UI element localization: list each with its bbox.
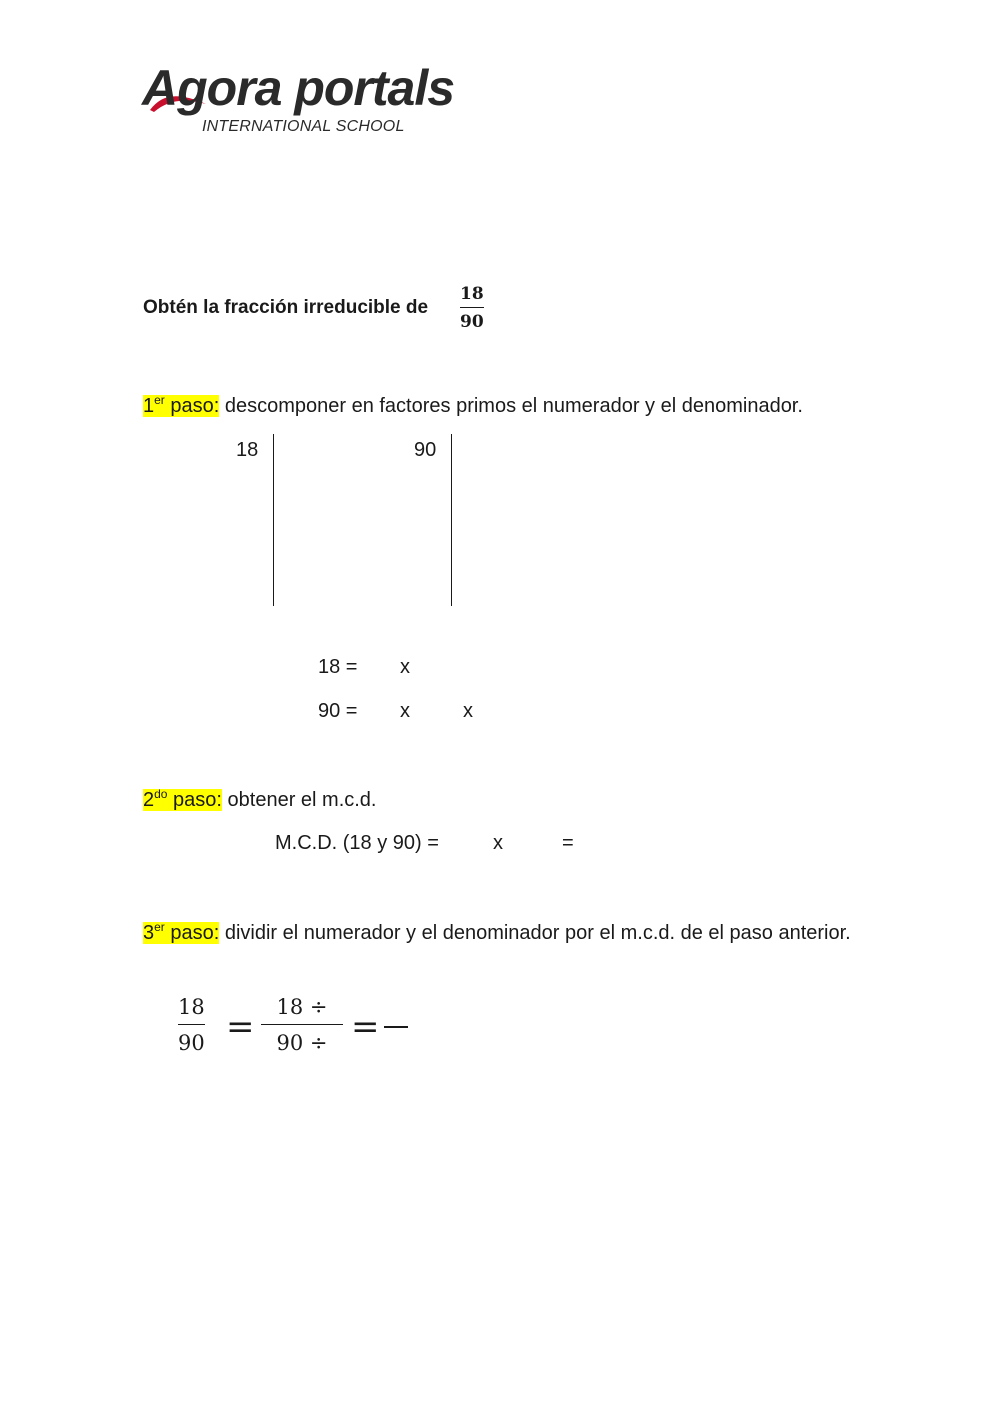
equals-sign-1: = xyxy=(226,1007,255,1047)
step1-text: descomponer en factores primos el numerador y el denominador. xyxy=(219,395,803,417)
original-denominator: 90 xyxy=(178,1031,205,1055)
factorization-90-times-2: x xyxy=(463,700,473,722)
step3-label: 3er paso: xyxy=(143,920,220,944)
title-fraction xyxy=(460,286,484,331)
step2-text: obtener el m.c.d. xyxy=(221,789,377,811)
division-denominator: 90 ÷ xyxy=(276,1031,328,1055)
factorization-90-times-1: x xyxy=(400,700,410,722)
school-logo xyxy=(142,58,472,138)
mcd-equals: = xyxy=(562,832,574,854)
factor-table-right-divider xyxy=(451,434,452,606)
step2-heading xyxy=(143,786,377,814)
step3-text: dividir el numerador y el denominador por el m.c.d. de el paso anterior. xyxy=(219,922,851,944)
step1-heading xyxy=(143,392,803,420)
title-numerator: 18 xyxy=(460,284,484,304)
original-fraction xyxy=(178,997,205,1054)
title-denominator: 90 xyxy=(460,312,484,332)
logo-name: Agora portals xyxy=(142,60,455,116)
factorization-90-label: 90 = xyxy=(318,700,358,722)
factor-table-left-divider xyxy=(273,434,274,606)
mcd-times: x xyxy=(493,832,503,854)
factor-table-left-value: 18 xyxy=(236,439,259,461)
factor-table-right-value: 90 xyxy=(414,439,437,461)
division-numerator: 18 ÷ xyxy=(276,995,328,1019)
original-numerator: 18 xyxy=(178,995,205,1019)
step2-label: $2^{do}$ paso: xyxy=(143,787,222,811)
factorization-18-times: x xyxy=(400,656,410,678)
factorization-18-label: 18 = xyxy=(318,656,358,678)
equals-sign-2: = xyxy=(351,1007,380,1047)
exercise-title: Obtén la fracción irreducible de xyxy=(143,297,429,318)
division-fraction xyxy=(261,997,343,1054)
logo-subtitle: INTERNATIONAL SCHOOL xyxy=(202,118,405,135)
step3-heading xyxy=(143,918,856,949)
result-fraction-bar xyxy=(384,1026,408,1028)
step1-label: 1er paso: xyxy=(143,393,220,417)
mcd-label: M.C.D. (18 y 90) = xyxy=(275,832,439,854)
